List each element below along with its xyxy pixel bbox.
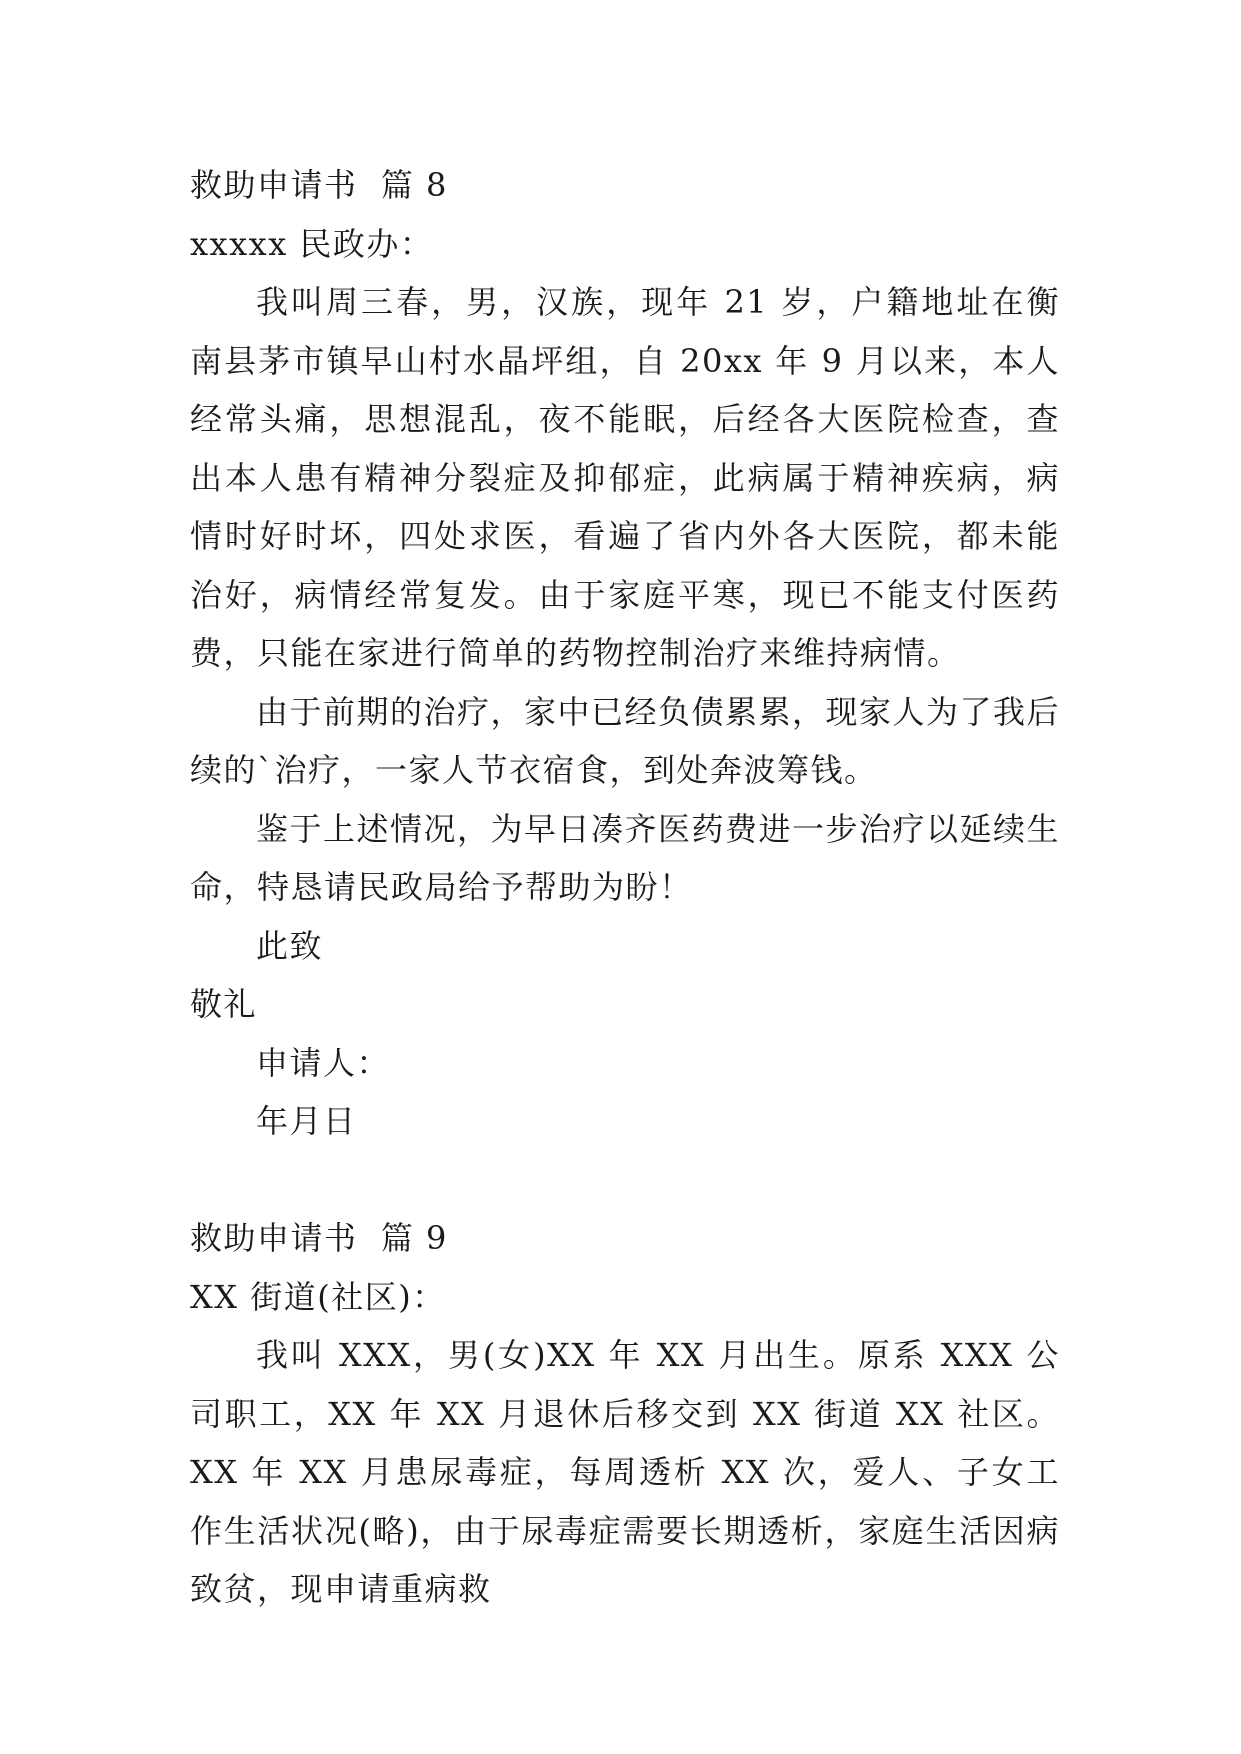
section-8-paragraph-2: 由于前期的治疗，家中已经负债累累，现家人为了我后续的`治疗，一家人节衣宿食，到处奔波筹钱。	[190, 692, 1061, 789]
section-8-salutation: xxxxx 民政办：	[190, 224, 434, 263]
section-8-closing-cizhi: 此致	[256, 926, 324, 965]
section-8-paragraph-3: 鉴于上述情况，为早日凑齐医药费进一步治疗以延续生命，特恳请民政局给予帮助为盼！	[190, 809, 1061, 906]
section-8-applicant: 申请人：	[256, 1043, 391, 1082]
section-9-title: 救助申请书 篇 9	[190, 1219, 448, 1257]
section-8-title: 救助申请书 篇 8	[190, 166, 448, 204]
document-body	[190, 156, 1060, 1619]
section-spacer	[190, 1151, 1060, 1210]
section-8-closing-jingli: 敬礼	[190, 985, 258, 1023]
section-8-paragraph-1: 我叫周三春，男，汉族，现年 21 岁，户籍地址在衡南县茅市镇早山村水晶坪组，自 20xx 年 9 月以来，本人经常头痛，思想混乱，夜不能眠，后经各大医院检查，查出本人患有精神分裂症及抑郁症，此病属于精神疾病，病情时好时坏，四处求医，看遍了省内外各大医院，都未能治好，病情经常复发。由于家庭平寒，现已不能支付医药费，只能在家进行简单的药物控制治疗来维持病情。	[190, 283, 1060, 672]
section-8-date: 年月日	[256, 1102, 357, 1140]
section-9-salutation: XX 街道(社区)：	[190, 1277, 446, 1316]
section-9-paragraph-1: 我叫 XXX，男(女)XX 年 XX 月出生。原系 XXX 公司职工，XX 年 XX 月退休后移交到 XX 街道 XX 社区。XX 年 XX 月患尿毒症，每周透析 XX 次，爱人、子女工作生活状况(略)，由于尿毒症需要长期透析，家庭生活因病致贫，现申请重病救	[190, 1336, 1060, 1608]
